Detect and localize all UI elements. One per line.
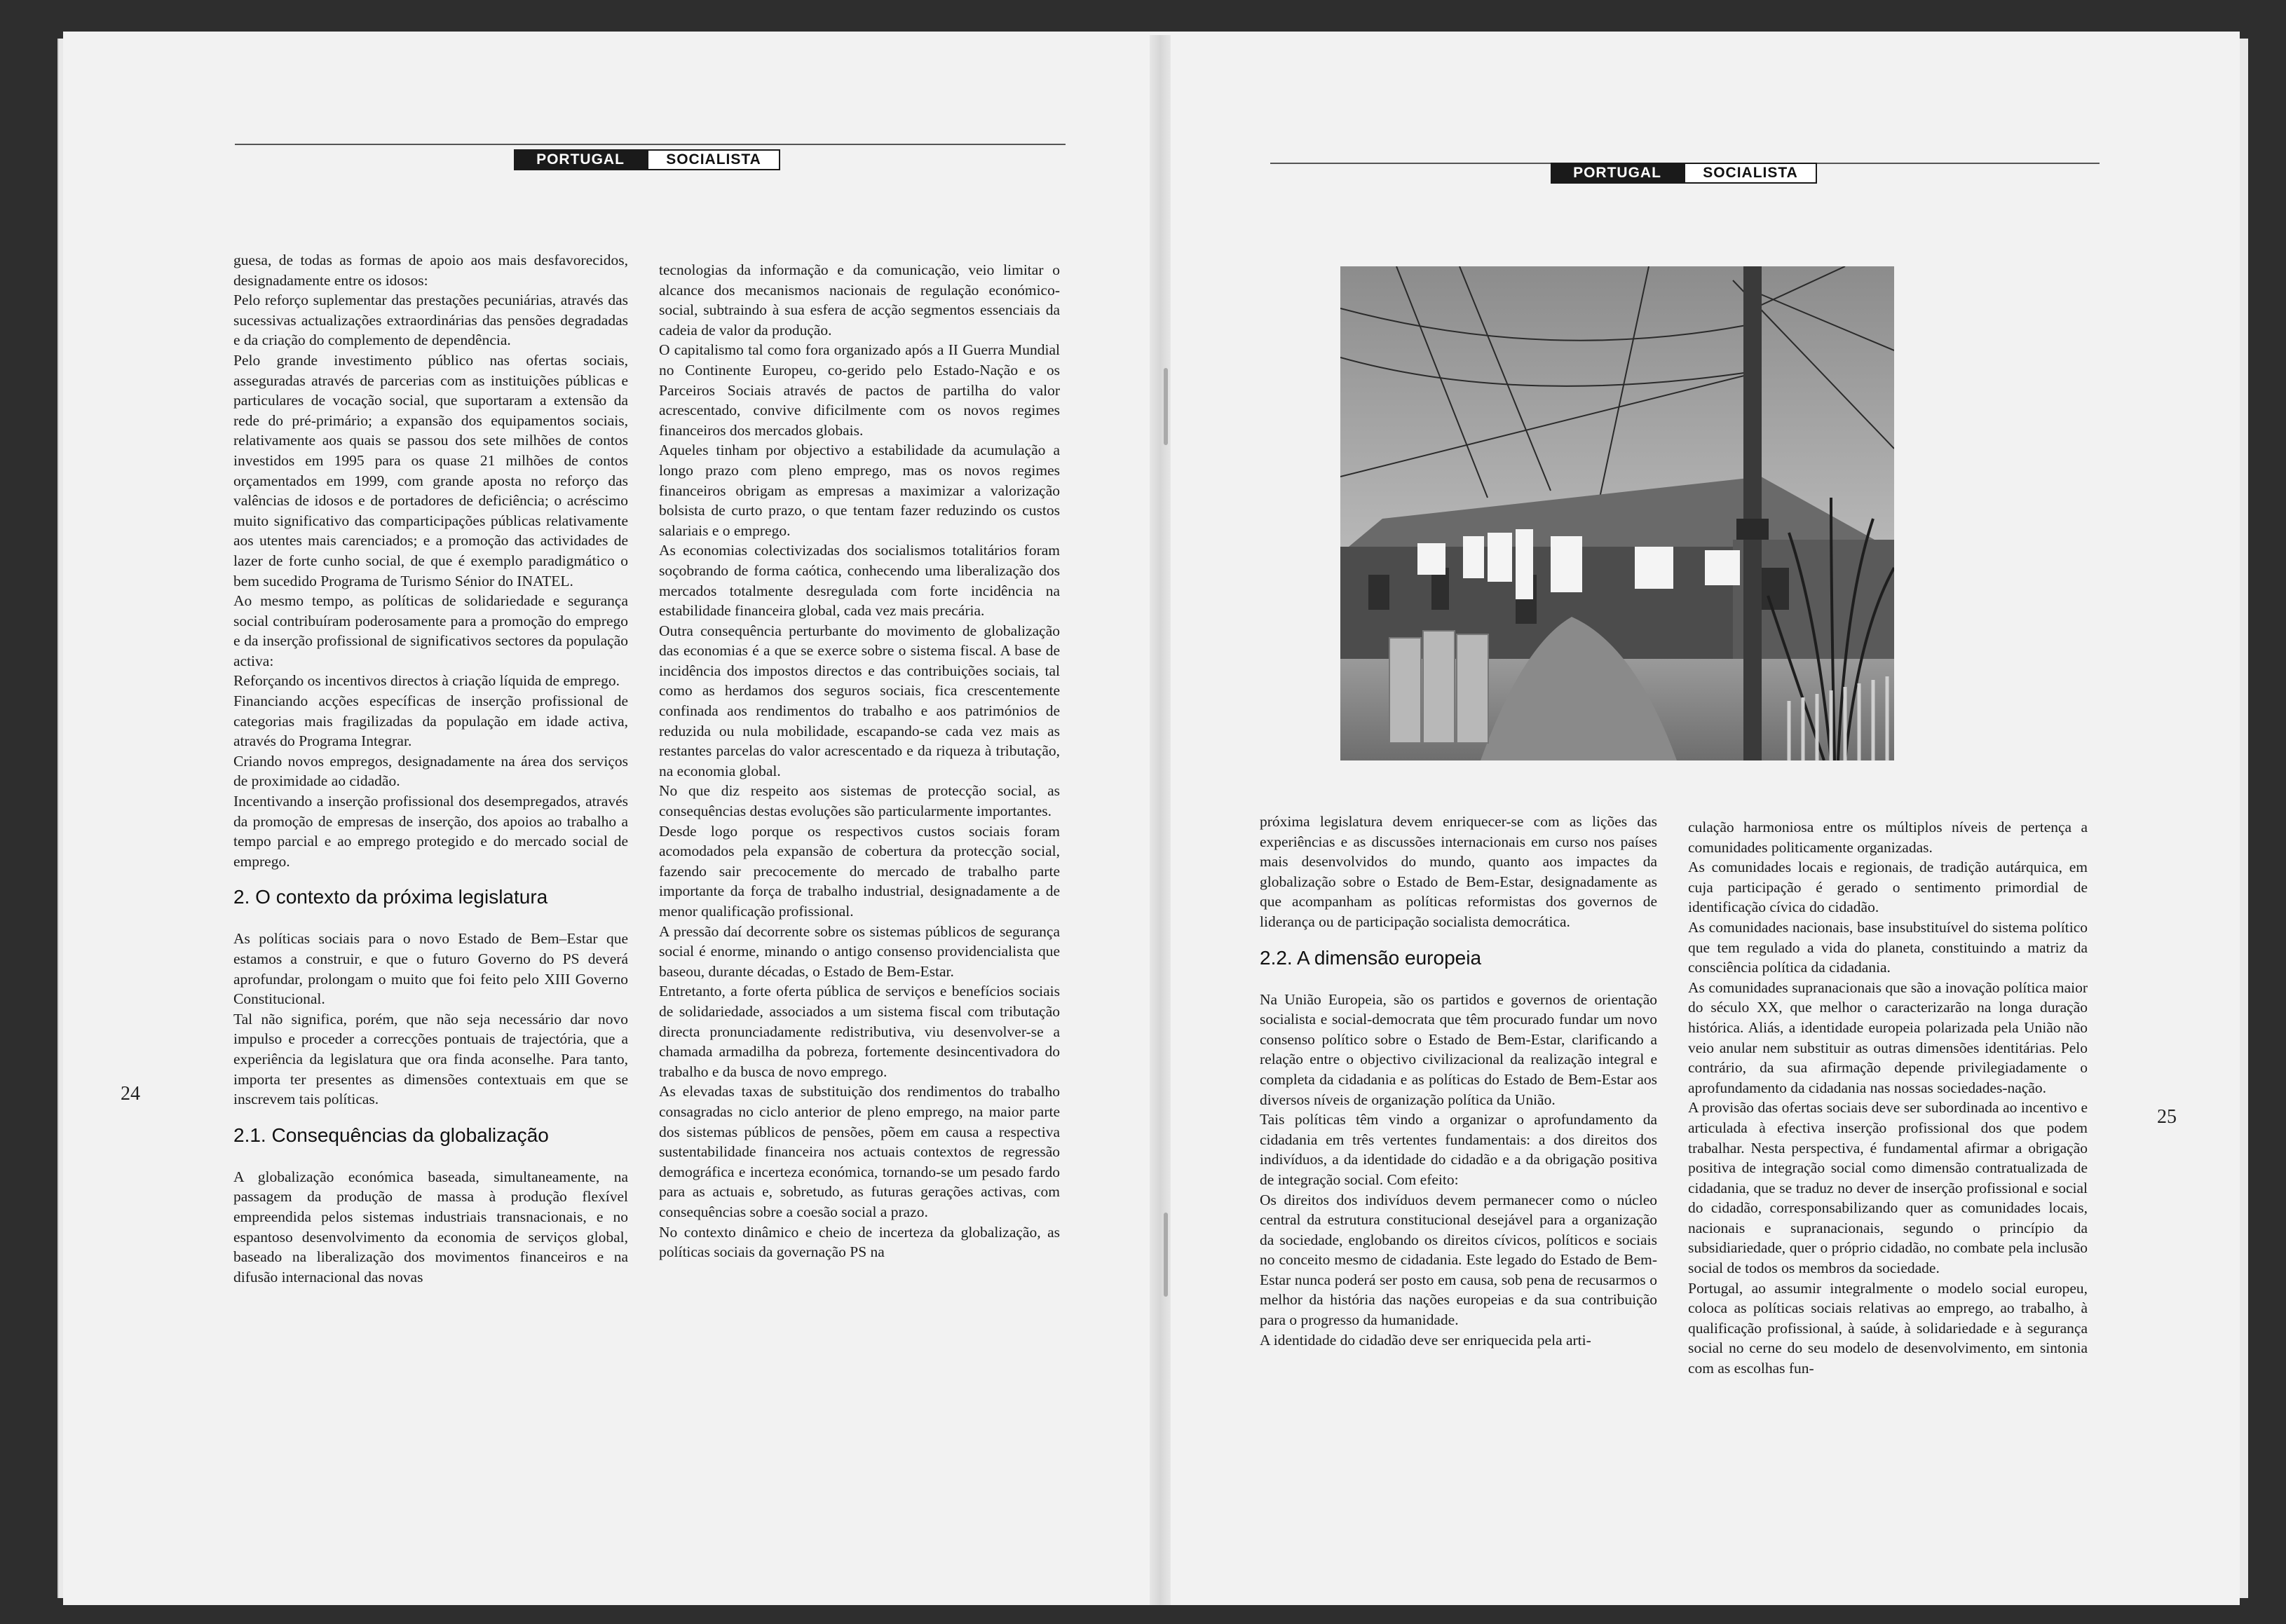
paragraph: As políticas sociais para o novo Estado de Bem–Estar que estamos a construir, e que o futuro Governo do PS deverá aprofundar, prolongam o muito que foi feito pelo XIII Governo Constitucional. — [233, 930, 628, 1008]
section-heading: 2.2. A dimensão europeia — [1260, 946, 1482, 969]
paragraph: próxima legislatura devem enriquecer-se com as lições das experiências e as discussões internacionais em curso nos países mais desenvolvidos do mundo, quanto aos impactes da globalização sobre o Estado de Bem-Estar, designadamente as que acompanham as políticas reformistas dos governos de liderança ou de participação socialista democrática. — [1260, 813, 1657, 930]
paragraph: Ao mesmo tempo, as políticas de solidariedade e segurança social contribuíram poderosamente para a promoção do emprego e da inserção profissional de significativos sectores da população activa: — [233, 592, 628, 669]
binding-gutter — [1150, 35, 1171, 1605]
paragraph: Na União Europeia, são os partidos e governos de orientação socialista e social-democrata que têm procurado fundar um novo consenso político sobre o Estado de Bem-Estar, clarificando a relação entre o objectivo civilizacional da realização integral e completa da cidadania e as políticas do Estado de Bem-Estar aos diversos níveis de organização política da União. — [1260, 990, 1657, 1108]
masthead-socialista: SOCIALISTA — [1684, 163, 1817, 184]
paragraph: Tal não significa, porém, que não seja necessário dar novo impulso e proceder a correcções pontuais de trajectória, que a experiência da legislatura que ora finda aconselhe. Para tanto, importa ter presentes as dimensões contextuais em que se inscrevem tais políticas. — [233, 1010, 628, 1108]
paragraph: No contexto dinâmico e cheio de incerteza da globalização, as políticas sociais da governação PS na — [659, 1223, 1060, 1261]
staple-bottom — [1164, 1213, 1168, 1297]
paragraph: A pressão daí decorrente sobre os sistemas públicos de segurança social é enorme, minando o antigo consenso providencialista que baseou, durante décadas, o Estado de Bem-Estar. — [659, 922, 1060, 980]
left-column-1 — [233, 250, 628, 1287]
page-number-right: 25 — [2157, 1106, 2177, 1128]
right-column-1 — [1260, 812, 1657, 1350]
masthead-portugal: PORTUGAL — [514, 149, 647, 170]
paragraph: Desde logo porque os respectivos custos sociais foram acomodados pela expansão de cobertura da protecção social, fazendo sair precocemente do mercado de trabalho parte importante da força de trabalho industrial, designadamente a de menor qualificação profissional. — [659, 822, 1060, 920]
paragraph: Pelo reforço suplementar das prestações pecuniárias, através das sucessivas actualizações extraordinárias das pensões degradadas e da criação do complemento de dependência. — [233, 292, 628, 349]
paragraph: A identidade do cidadão deve ser enriquecida pela arti- — [1260, 1331, 1591, 1349]
paragraph: O capitalismo tal como fora organizado após a II Guerra Mundial no Continente Europeu, co-gerido pelo Estado-Nação e os Parceiros Sociais através de pactos de partilha do valor acrescentado, convive dificilmente com os novos regimes financeiros dos mercados globais. — [659, 341, 1060, 439]
paragraph: Portugal, ao assumir integralmente o modelo social europeu, coloca as políticas sociais relativas ao emprego, ao trabalho, à qualificação profissional, à saúde, à solidariedade e à segurança social no cerne do seu modelo de desenvolvimento, em sintonia com as escolhas fun- — [1688, 1279, 2088, 1377]
paragraph: As comunidades nacionais, base insubstituível do sistema político que tem regulado a vida do planeta, constituindo a matriz da consciência política da cidadania. — [1688, 918, 2088, 976]
paragraph: culação harmoniosa entre os múltiplos níveis de pertença a comunidades politicamente organizadas. — [1688, 819, 2088, 856]
left-header-rule — [235, 144, 1066, 145]
staple-top — [1164, 368, 1168, 445]
shanty-town-photo — [1340, 266, 1894, 760]
right-column-2 — [1688, 817, 2088, 1379]
left-column-2 — [659, 260, 1060, 1262]
paragraph: As comunidades supranacionais que são a inovação política maior do século XX, que melhor o caracterizarão na longa duração histórica. Aliás, a identidade europeia polarizada pela União não veio anular nem substituir as outras dimensões identitárias. Pelo contrário, da sua afirmação depende privilegiadamente o aprofundamento da cidadania nas nossas sociedades-nação. — [1688, 978, 2088, 1096]
paragraph: No que diz respeito aos sistemas de protecção social, as consequências destas evoluções são particularmente importantes. — [659, 782, 1060, 820]
paragraph: A globalização económica baseada, simultaneamente, na passagem da produção de massa à produção flexível empreendida pelos sistemas industriais transnacionais, e no espantoso desenvolvimento da economia de serviços global, baseado na liberalização dos movimentos financeiros e na difusão internacional das novas — [233, 1168, 628, 1285]
paragraph: As comunidades locais e regionais, de tradição autárquica, em cuja participação é gerado o sentimento primordial de identificação cívica do cidadão. — [1688, 859, 2088, 916]
paragraph: Incentivando a inserção profissional dos desempregados, através da promoção de empresas de inserção, dos apoios ao trabalho a tempo parcial e ao emprego protegido e do mercado social de emprego. — [233, 793, 628, 870]
page-number-left: 24 — [121, 1083, 140, 1105]
section-heading: 2.1. Consequências da globalização — [233, 1124, 549, 1146]
paragraph: Reforçando os incentivos directos à criação líquida de emprego. — [233, 672, 620, 690]
paragraph: As elevadas taxas de substituição dos rendimentos do trabalho consagradas no ciclo anterior de pleno emprego, na maior parte dos sistemas públicos de pensões, põem em causa a respectiva sustentabilidade financeira nos actuais contextos de regressão demográfica e incerteza económica, tornando-se um pesado fardo para as actuais e, sobretudo, as futuras gerações activas, com consequências sobre a coesão social a prazo. — [659, 1083, 1060, 1220]
masthead-socialista: SOCIALISTA — [647, 149, 780, 170]
paragraph: Financiando acções específicas de inserção profissional de categorias mais fragilizadas da população em idade activa, através do Programa Integrar. — [233, 692, 628, 750]
masthead-portugal: PORTUGAL — [1551, 163, 1684, 184]
left-masthead — [514, 149, 780, 170]
paragraph: As economias colectivizadas dos socialismos totalitários foram soçobrando de forma caótica, conhecendo uma liberalização dos mercados totalmente desregulada com forte incidência na estabilidade financeira global, cada vez mais precária. — [659, 542, 1060, 620]
paragraph: tecnologias da informação e da comunicação, veio limitar o alcance dos mecanismos nacionais de regulação económico-social, subtraindo à sua esfera de acção segmentos essenciais da cadeia de valor da produção. — [659, 261, 1060, 339]
paragraph: Entretanto, a forte oferta pública de serviços e benefícios sociais de solidariedade, associados a um sistema fiscal com tributação directa pronunciadamente redistributiva, viu desenvolver-se a chamada armadilha da pobreza, fortemente desincentivadora do trabalho e da busca de novo emprego. — [659, 983, 1060, 1080]
photo-graphic — [1340, 266, 1894, 760]
paragraph: Aqueles tinham por objectivo a estabilidade da acumulação a longo prazo com pleno emprego, mas os novos regimes financeiros obrigam as empresas a maximizar a valorização bolsista de curto prazo, o que tentam fazer reduzindo os custos salariais e o emprego. — [659, 442, 1060, 539]
paragraph: Os direitos dos indivíduos devem permanecer como o núcleo central da estrutura constitucional desejável para a organização da sociedade, englobando os direitos cívicos, políticos e sociais no conceito mesmo de cidadania. Este legado do Estado de Bem-Estar nunca poderá ser posto em causa, sob pena de recusarmos o melhor da história das nações europeias e da sua contribuição para o progresso da humanidade. — [1260, 1191, 1657, 1329]
paragraph: guesa, de todas as formas de apoio aos mais desfavorecidos, designadamente entre os idosos: — [233, 252, 628, 289]
right-masthead — [1551, 163, 1817, 184]
paragraph: Pelo grande investimento público nas ofertas sociais, asseguradas através de parcerias com as instituições públicas e particulares de vocação social, que suportaram a extensão da rede do pré-primário; a expansão dos equipamentos sociais, relativamente aos quais se passou dos sete milhões de contos investidos em 1995 para os quase 21 milhões de contos orçamentados em 1999, com grande aposta no reforço das valências de idosos e de portadores de deficiência; o acréscimo muito significativo das comparticipações públicas relativamente aos utentes mais carenciados; e a promoção das actividades de lazer de forte cunho social, de que é exemplo paradigmático o bem sucedido Programa de Turismo Sénior do INATEL. — [233, 351, 628, 589]
section-heading: 2. O contexto da próxima legislatura — [233, 886, 548, 908]
paragraph: Criando novos empregos, designadamente na área dos serviços de proximidade ao cidadão. — [233, 752, 628, 790]
paragraph: Tais políticas têm vindo a organizar o aprofundamento da cidadania em três vertentes fundamentais: a dos direitos dos indivíduos, a da identidade do cidadão e a da obrigação positiva de integração social. Com efeito: — [1260, 1111, 1657, 1188]
paragraph: A provisão das ofertas sociais deve ser subordinada ao incentivo e articulada à efectiva inserção profissional dos que podem trabalhar. Nesta perspectiva, é fundamental afirmar a obrigação positiva de integração social como dimensão contratualizada de cidadania, que se traduz no dever de inserção profissional e social do cidadão, corresponsabilizando quer as comunidades locais, nacionais e supranacionais, segundo o princípio da subsidiariedade, quer o próprio cidadão, no combate pela inclusão social de todos os membros da sociedade. — [1688, 1099, 2088, 1277]
paragraph: Outra consequência perturbante do movimento de globalização das economias é a que se exerce sobre o sistema fiscal. A base de incidência dos impostos directos e das contribuições sociais, tal como as herdamos dos seguros sociais, fica crescentemente confinada aos rendimentos do trabalho e aos patrimónios de reduzida ou nula mobilidade, escapando-se cada vez mais as restantes parcelas do valor acrescentado e da riqueza à tributação, na economia global. — [659, 622, 1060, 779]
